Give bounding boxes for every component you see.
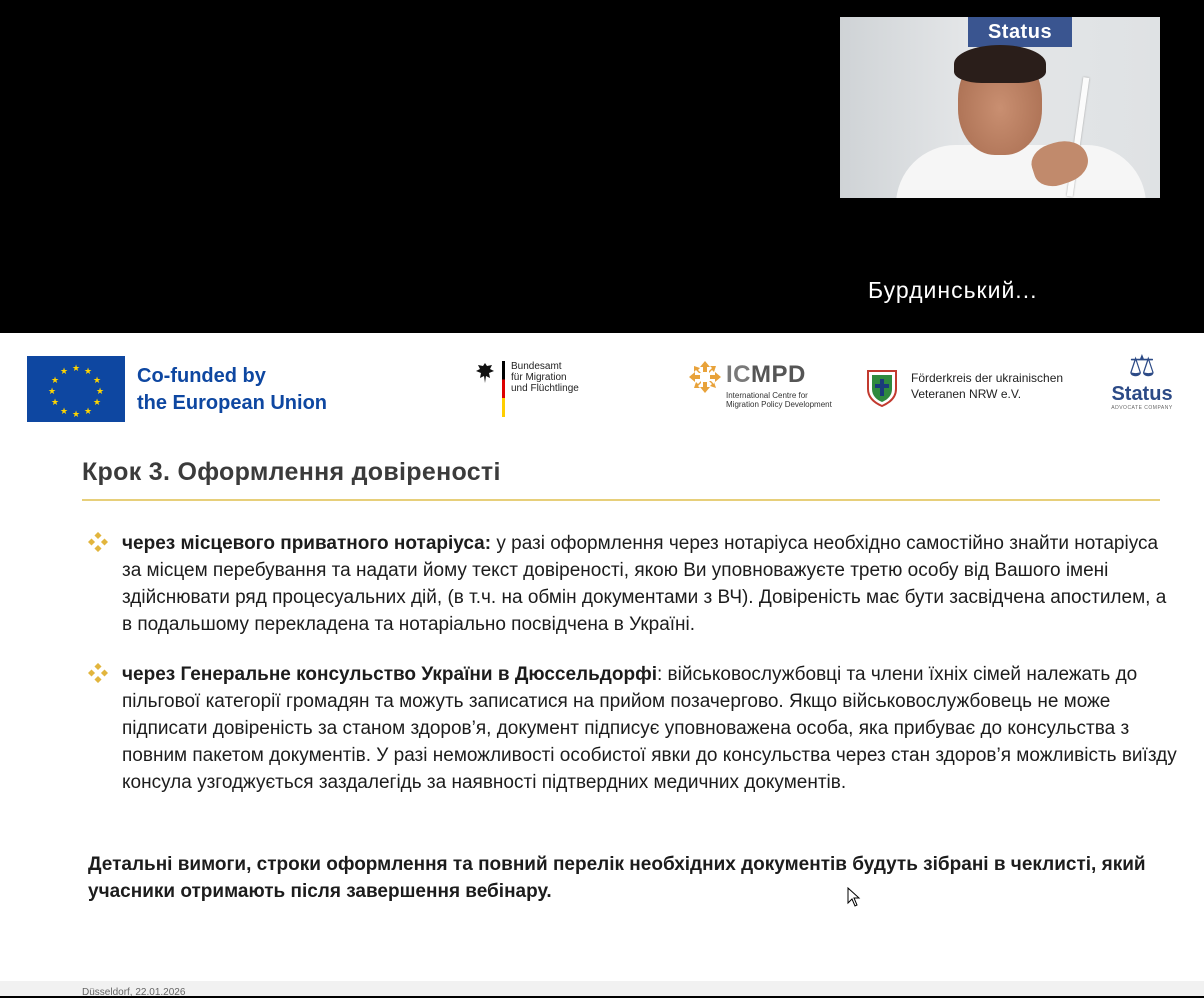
- german-flag-stripe: [502, 361, 505, 417]
- video-call-area: [0, 0, 1204, 333]
- bullet-lead: через Генеральне консульство України в Дюссельдорфі: [122, 664, 657, 685]
- participant-name-label: Бурдинський...: [868, 277, 1038, 303]
- bamf-text: [511, 361, 601, 394]
- bullet-lead: через місцевого приватного нотаріуса:: [122, 533, 492, 554]
- scales-of-justice-icon: ⚖: [1128, 350, 1156, 383]
- eu-line-1: Co-funded by: [137, 365, 266, 387]
- icmpd-sub-line-2: Migration Policy Development: [726, 400, 832, 409]
- bullet-text: [122, 661, 1178, 796]
- veterans-text: [911, 370, 1101, 402]
- icmpd-name: [726, 361, 806, 389]
- status-logo-subtitle: ADVOCATE COMPANY: [1111, 405, 1173, 411]
- slide-title: Крок 3. Оформлення довіреності: [82, 458, 501, 486]
- diamond-bullet-icon: [88, 663, 108, 683]
- bullet-body: : військовослужбовці та члени їхніх сімей належать до пільгової категорії громадян та можуть записатися на прийом позачергово. Якщо військовослужбовець не може підписати довіреність за станом здоров’я, документ підписує уповноважена особа, яка прибуває до консульства з повним пакетом документів. У разі неможливості особистої явки до консульства через стан здоров’я можливість виїзду консула узгоджується заздалегідь за наявності підтвердних медичних документів.: [122, 664, 1177, 793]
- bamf-line-1: Bundesamt: [511, 361, 562, 372]
- mouse-pointer-icon: [847, 887, 861, 907]
- federal-eagle-icon: [474, 361, 496, 390]
- status-logo-name: Status: [1111, 383, 1173, 405]
- participant-body: [896, 145, 1146, 198]
- diamond-bullet-icon: [88, 532, 108, 552]
- slide-footer: [0, 981, 1204, 996]
- bullet-text: [122, 530, 1178, 638]
- eu-flag-icon: ★ ★ ★ ★ ★ ★ ★ ★ ★ ★ ★ ★: [27, 356, 125, 422]
- title-divider: [82, 499, 1160, 501]
- bamf-line-3: und Flüchtlinge: [511, 383, 579, 394]
- summary-note: Детальні вимоги, строки оформлення та повний перелік необхідних документів будуть зібрані в чеклисті, який учасники отримають після завершення вебінару.: [88, 854, 1146, 902]
- icmpd-name-mpd: MPD: [751, 361, 806, 388]
- eu-line-2: the European Union: [137, 392, 327, 414]
- veterans-line-1: Förderkreis der ukrainischen: [911, 371, 1064, 385]
- status-logo: [1100, 351, 1184, 431]
- eu-cofunded-text: [137, 363, 327, 417]
- shared-slide: [0, 333, 1204, 996]
- participant-video-tile[interactable]: [840, 17, 1160, 198]
- icmpd-subtitle: [726, 391, 846, 409]
- bullet-body: у разі оформлення через нотаріуса необхідно самостійно знайти нотаріуса за місцем перебування та надати йому текст довіреності, якою Ви уповноважуєте третю особу від Вашого імені здійснювати ряд процесуальних дій, (в т.ч. на обмін документами з ВЧ). Довіреність має бути засвідчена апостилем, а в подальшому перекладена та нотаріально посвідчена в Україні.: [122, 533, 1167, 635]
- bamf-line-2: für Migration: [511, 372, 567, 383]
- bullet-item: [88, 530, 1178, 638]
- participant-hair: [954, 45, 1046, 83]
- partner-logos-bar: [0, 333, 1204, 443]
- footer-date-location: Düsseldorf, 22.01.2026: [82, 987, 186, 998]
- background-status-sign: Status: [968, 17, 1072, 47]
- veterans-shield-icon: [866, 369, 898, 407]
- veterans-line-2: Veteranen NRW e.V.: [911, 387, 1022, 401]
- bullet-item: [88, 661, 1178, 796]
- icmpd-name-ic: IC: [726, 361, 751, 388]
- icmpd-arrows-icon: [688, 360, 718, 390]
- icmpd-sub-line-1: International Centre for: [726, 391, 808, 400]
